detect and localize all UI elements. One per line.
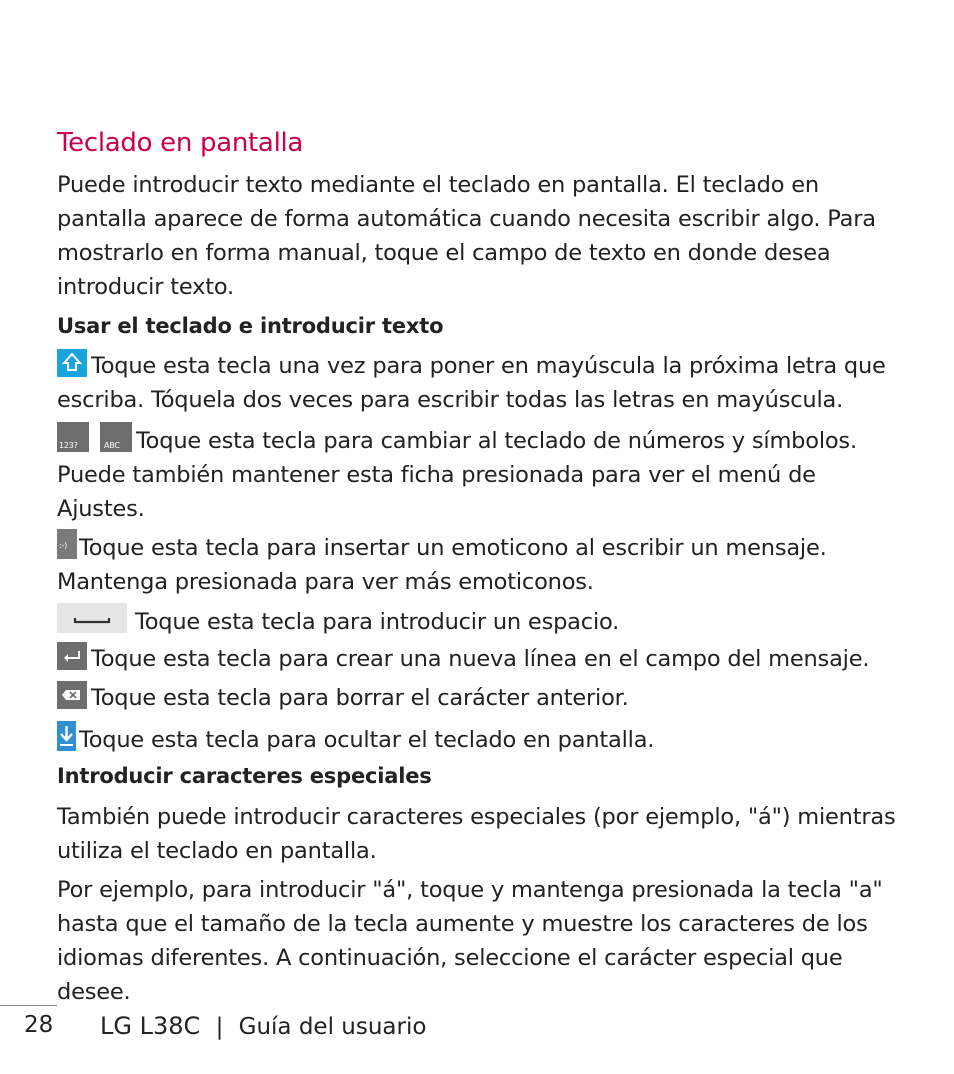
- special-paragraph-1: También puede introducir caracteres especiales (por ejemplo, "á") mientras utiliza el teclado en pantalla.: [57, 804, 896, 864]
- key-desc-symbols-text: Toque esta tecla para cambiar al teclado de números y símbolos. Puede también mantener esta ficha presionada para ver el menú de Ajustes.: [57, 428, 857, 522]
- delete-key-icon: [57, 681, 87, 709]
- subsection-title-caracteres-especiales: Introducir caracteres especiales: [57, 764, 432, 788]
- shift-key-icon: [57, 349, 87, 377]
- key-desc-emoticon: [57, 529, 907, 599]
- page-number: 28: [24, 1012, 54, 1038]
- footer-guide: Guía del usuario: [238, 1014, 427, 1040]
- space-key-icon: [57, 603, 127, 633]
- key-desc-space: [57, 603, 907, 639]
- footer-separator: |: [215, 1014, 224, 1040]
- subsection-title-usar-teclado: Usar el teclado e introducir texto: [57, 314, 444, 338]
- symbols-key-icon: [57, 422, 89, 452]
- special-paragraph-2: Por ejemplo, para introducir "á", toque y mantenga presionada la tecla "a" hasta que el tamaño de la tecla aumente y muestre los caracteres de los idiomas diferentes. A continuación, seleccione el carácter especial que desee.: [57, 877, 883, 1005]
- key-desc-shift-text: Toque esta tecla una vez para poner en mayúscula la próxima letra que escriba. Tóquela dos veces para escribir todas las letras en mayúscula.: [57, 353, 886, 413]
- key-desc-shift: [57, 349, 907, 417]
- abc-key-icon: [100, 422, 132, 452]
- section-title: Teclado en pantalla: [57, 128, 304, 158]
- emoticon-key-icon: [57, 529, 77, 559]
- key-desc-hide-text: Toque esta tecla para ocultar el teclado en pantalla.: [79, 727, 655, 753]
- enter-key-icon: [57, 642, 87, 670]
- key-desc-enter-text: Toque esta tecla para crear una nueva línea en el campo del mensaje.: [91, 646, 870, 672]
- key-desc-symbols: [57, 422, 907, 526]
- key-desc-space-text: Toque esta tecla para introducir un espacio.: [135, 609, 620, 635]
- svg-text::-): :-): [59, 541, 68, 550]
- key-desc-delete: [57, 681, 907, 715]
- footer-text: [100, 1012, 426, 1040]
- footer-rule: [0, 1005, 57, 1006]
- key-desc-hide: [57, 721, 907, 757]
- footer-model: LG L38C: [100, 1012, 201, 1040]
- key-desc-delete-text: Toque esta tecla para borrar el carácter anterior.: [91, 685, 629, 711]
- intro-paragraph: Puede introducir texto mediante el teclado en pantalla. El teclado en pantalla aparece de forma automática cuando necesita escribir algo. Para mostrarlo en forma manual, toque el campo de texto en donde desea introducir texto.: [57, 172, 876, 300]
- key-desc-emoticon-text: Toque esta tecla para insertar un emoticono al escribir un mensaje. Mantenga presionada para ver más emoticonos.: [57, 535, 827, 595]
- svg-text:ABC: ABC: [103, 441, 120, 450]
- key-desc-enter: [57, 642, 907, 676]
- svg-text:123?: 123?: [59, 441, 78, 450]
- hide-keyboard-key-icon: [57, 721, 76, 751]
